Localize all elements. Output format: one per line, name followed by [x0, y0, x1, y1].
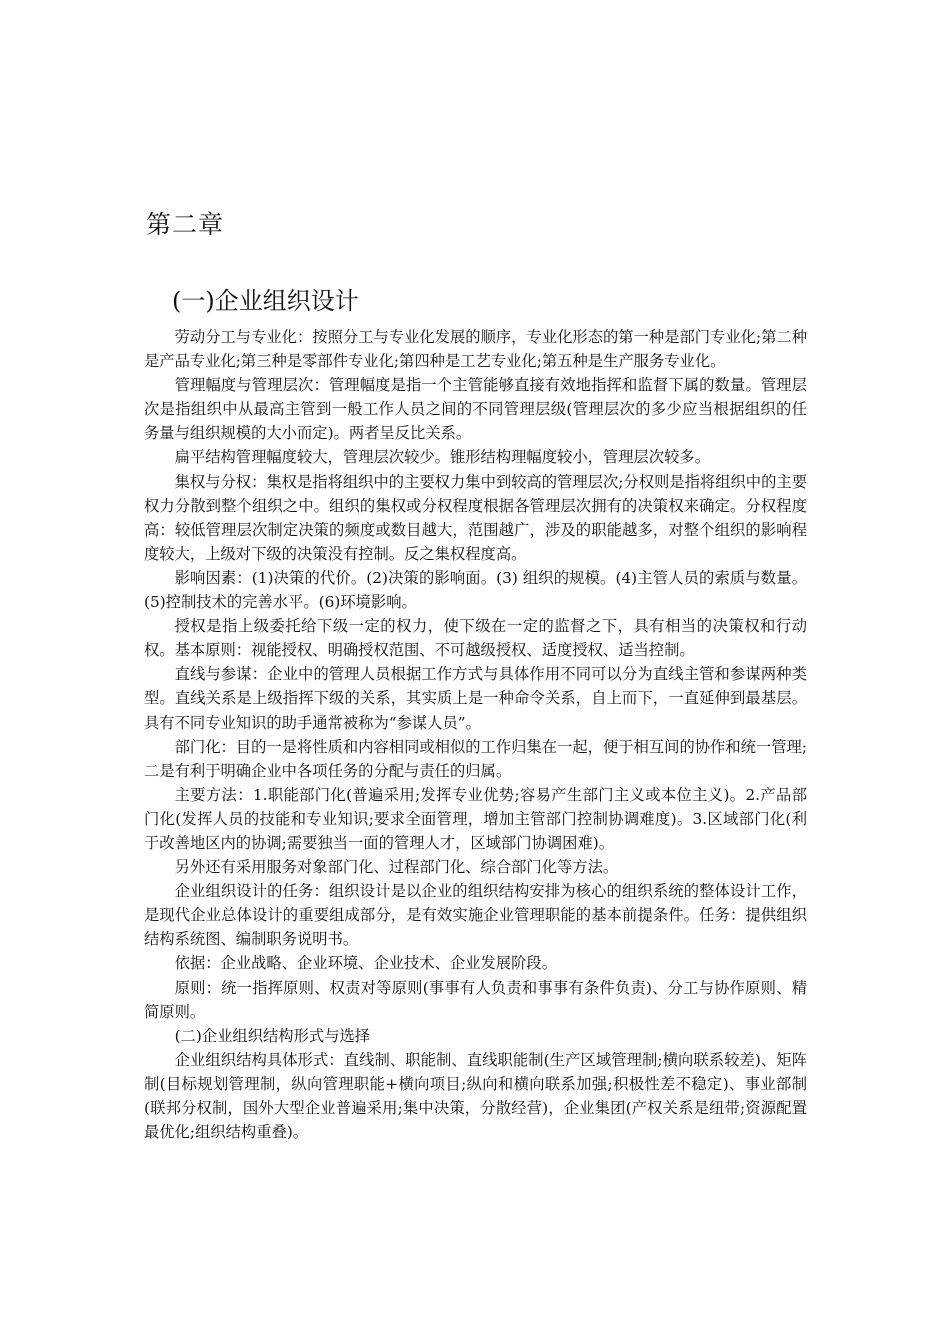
paragraph-main-methods: 主要方法：1.职能部门化(普遍采用;发挥专业优势;容易产生部门主义或本位主义)。2.产品部门化(发挥人员的技能和专业知识;要求全面管理，增加主管部门控制协调难度)。3.区域部门化(利于改善地区内的协调;需要独当一面的管理人才，区域部门协调困难)。: [144, 785, 807, 852]
paragraph-span-of-management: 管理幅度与管理层次：管理幅度是指一个主管能够直接有效地指挥和监督下属的数量。管理层次是指组织中从最高主管到一般工作人员之间的不同管理层级(管理层次的多少应当根据组织的任务量与组织规模的大小而定)。两者呈反比关系。: [144, 376, 807, 443]
section-heading: (一)企业组织设计: [172, 287, 359, 315]
body-text: [144, 325, 807, 1144]
paragraph-division-of-labor: 劳动分工与专业化：按照分工与专业化发展的顺序，专业化形态的第一种是部门专业化;第二种是产品专业化;第三种是零部件专业化;第四种是工艺专业化;第五种是生产服务专业化。: [144, 328, 807, 371]
paragraph-structure-forms: 企业组织结构具体形式：直线制、职能制、直线职能制(生产区域管理制;横向联系较差)、矩阵制(目标规划管理制，纵向管理职能+横向项目;纵向和横向联系加强;积极性差不稳定)、事业部制(联邦分权制，国外大型企业普遍采用;集中决策，分散经营)，企业集团(产权关系是纽带;资源配置最优化;组织结构重叠)。: [144, 1050, 807, 1142]
paragraph-design-tasks: 企业组织设计的任务：组织设计是以企业的组织结构安排为核心的组织系统的整体设计工作，是现代企业总体设计的重要组成部分，是有效实施企业管理职能的基本前提条件。任务：提供组织结构系统图、编制职务说明书。: [144, 882, 807, 949]
paragraph-centralization: 集权与分权：集权是指将组织中的主要权力集中到较高的管理层次;分权则是指将组织中的主要权力分散到整个组织之中。组织的集权或分权程度根据各管理层次拥有的决策权来确定。分权程度高：较低管理层次制定决策的频度或数目越大，范围越广，涉及的职能越多，对整个组织的影响程度较大，上级对下级的决策没有控制。反之集权程度高。: [144, 472, 807, 563]
subsection-heading: (二)企业组织结构形式与选择: [174, 1026, 371, 1045]
paragraph-departmentalization: 部门化：目的一是将性质和内容相同或相似的工作归集在一起，便于相互间的协作和统一管理;二是有利于明确企业中各项任务的分配与责任的归属。: [144, 737, 807, 780]
paragraph-influencing-factors: 影响因素：(1)决策的代价。(2)决策的影响面。(3) 组织的规模。(4)主管人员的索质与数量。(5)控制技术的完善水平。(6)环境影响。: [144, 568, 807, 612]
paragraph-design-principles: 原则：统一指挥原则、权责对等原则(事事有人负责和事事有条件负责)、分工与协作原则、精简原则。: [144, 978, 807, 1021]
paragraph-other-methods: 另外还有采用服务对象部门化、过程部门化、综合部门化等方法。: [174, 858, 619, 877]
chapter-heading: 第二章: [146, 210, 225, 239]
paragraph-design-basis: 依据：企业战略、企业环境、企业技术、企业发展阶段。: [174, 954, 558, 973]
paragraph-delegation: 授权是指上级委托给下级一定的权力，使下级在一定的监督之下，具有相当的决策权和行动权。基本原则：视能授权、明确授权范围、不可越级授权、适度授权、适当控制。: [144, 617, 807, 660]
paragraph-flat-vs-tall-structure: 扁平结构管理幅度较大，管理层次较少。锥形结构理幅度较小，管理层次较多。: [174, 448, 710, 467]
paragraph-line-and-staff: 直线与参谋：企业中的管理人员根据工作方式与具体作用不同可以分为直线主管和参谋两种类型。直线关系是上级指挥下级的关系，其实质上是一种命令关系，自上而下，一直延伸到最基层。具有不同专业知识的助手通常被称为“参谋人员”。: [144, 665, 807, 732]
